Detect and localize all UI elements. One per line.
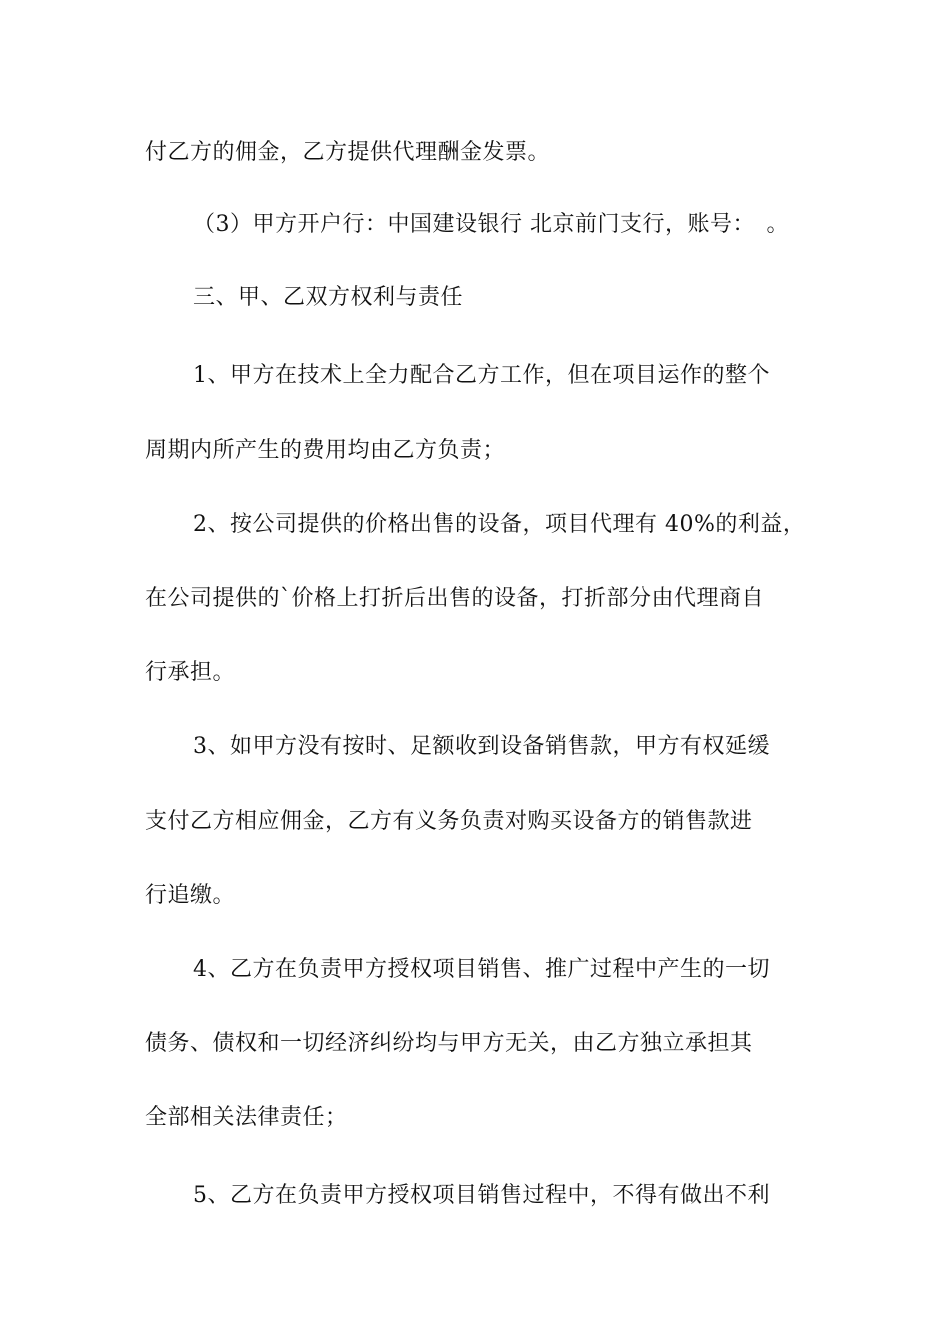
text-line-6: 2、按公司提供的价格出售的设备，项目代理有 40%的利益， (193, 512, 806, 537)
text-line-10: 支付乙方相应佣金，乙方有义务负责对购买设备方的销售款进 (145, 809, 753, 834)
section-heading: 三、甲、乙双方权利与责任 (193, 285, 464, 310)
text-line-11: 行追缴。 (145, 883, 236, 908)
text-line-5: 周期内所产生的费用均由乙方负责； (145, 438, 506, 463)
text-line-4: 1、甲方在技术上全力配合乙方工作，但在项目运作的整个 (193, 363, 770, 388)
text-line-12: 4、乙方在负责甲方授权项目销售、推广过程中产生的一切 (193, 957, 770, 982)
text-line-7: 在公司提供的`价格上打折后出售的设备，打折部分由代理商自 (145, 586, 765, 611)
text-line-13: 债务、债权和一切经济纠纷均与甲方无关，由乙方独立承担其 (145, 1031, 753, 1056)
text-line-15: 5、乙方在负责甲方授权项目销售过程中，不得有做出不利 (193, 1183, 770, 1208)
text-line-2: （3）甲方开户行：中国建设银行 北京前门支行，账号： 。 (193, 212, 789, 237)
text-line-14: 全部相关法律责任； (145, 1105, 348, 1130)
text-line-9: 3、如甲方没有按时、足额收到设备销售款，甲方有权延缓 (193, 734, 770, 759)
text-line-8: 行承担。 (145, 660, 236, 685)
text-line-1: 付乙方的佣金，乙方提供代理酬金发票。 (145, 140, 551, 165)
